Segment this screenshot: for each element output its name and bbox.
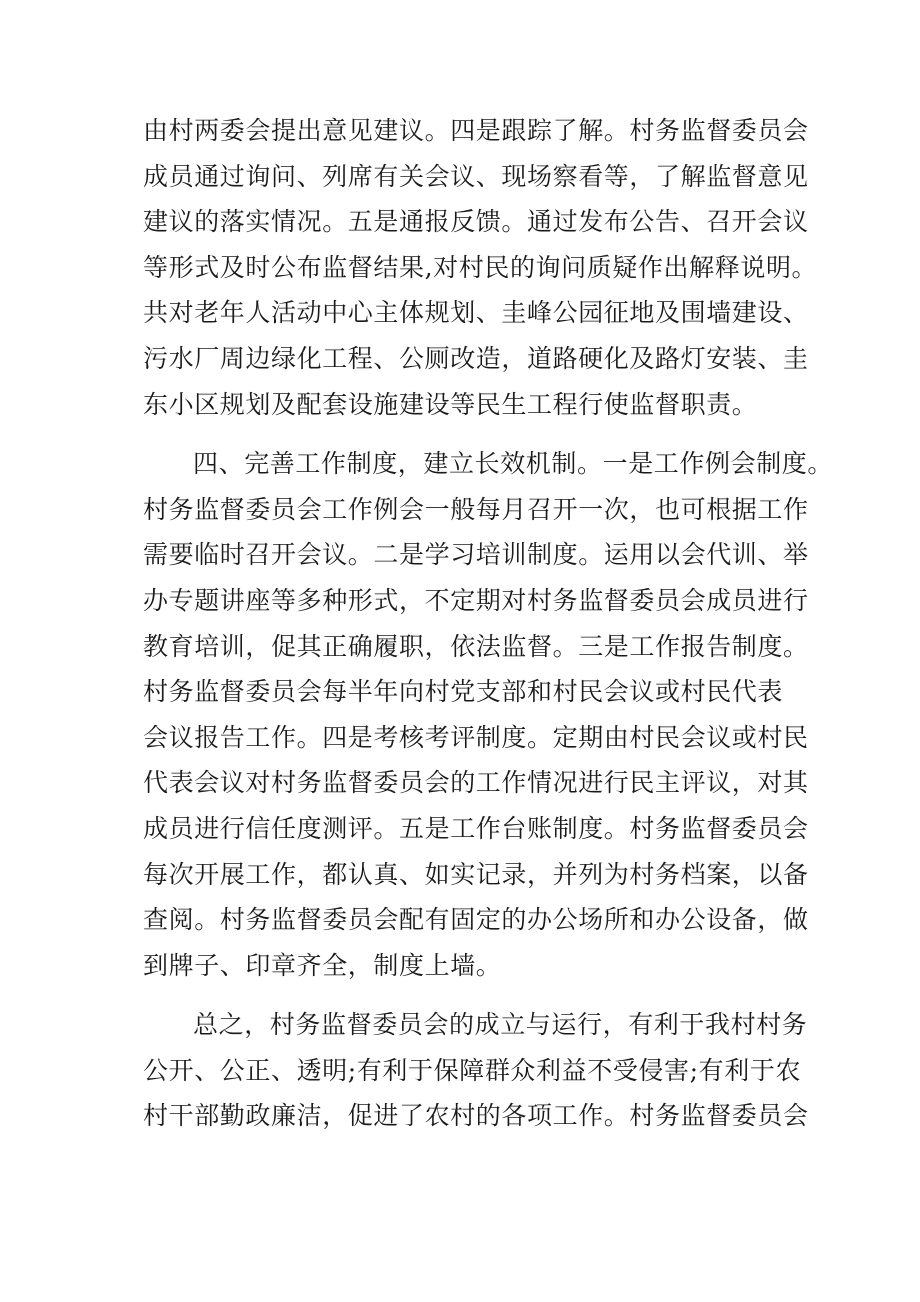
text-line: 查阅。村务监督委员会配有固定的办公场所和办公设备，做 — [143, 905, 809, 935]
text-line: 成员通过询问、列席有关会议、现场察看等，了解监督意见 — [143, 161, 809, 191]
text-line: 村务监督委员会每半年向村党支部和村民会议或村民代表 — [143, 677, 784, 707]
text-line: 到牌子、印章齐全，制度上墙。 — [143, 950, 502, 980]
text-line: 需要临时召开会议。二是学习培训制度。运用以会代训、举 — [143, 540, 809, 570]
text-line: 会议报告工作。四是考核考评制度。定期由村民会议或村民 — [143, 722, 809, 752]
text-line: 建议的落实情况。五是通报反馈。通过发布公告、召开会议 — [143, 207, 809, 237]
text-line: 污水厂周边绿化工程、公厕改造，道路硬化及路灯安装、圭 — [143, 343, 809, 373]
text-line: 四、完善工作制度，建立长效机制。一是工作例会制度。 — [193, 449, 834, 479]
text-line: 共对老年人活动中心主体规划、圭峰公园征地及围墙建设、 — [143, 298, 809, 328]
text-line: 每次开展工作，都认真、如实记录，并列为村务档案，以备 — [143, 859, 809, 889]
text-line: 总之，村务监督委员会的成立与运行，有利于我村村务 — [193, 1010, 808, 1040]
text-line: 代表会议对村务监督委员会的工作情况进行民主评议，对其 — [143, 768, 809, 798]
paragraph-1 — [143, 108, 818, 427]
paragraph-3 — [143, 1002, 809, 1139]
text-line: 村干部勤政廉洁，促进了农村的各项工作。村务监督委员会 — [143, 1101, 809, 1131]
text-line: 由村两委会提出意见建议。四是跟踪了解。村务监督委员会 — [143, 116, 809, 145]
text-line: 等形式及时公布监督结果,对村民的询问质疑作出解释说明。 — [143, 252, 818, 282]
text-line: 公开、公正、透明;有利于保障群众利益不受侵害;有利于农 — [143, 1055, 802, 1085]
paragraph-2 — [143, 441, 834, 988]
text-line: 教育培训，促其正确履职，依法监督。三是工作报告制度。 — [143, 631, 809, 661]
text-line: 成员进行信任度测评。五是工作台账制度。村务监督委员会 — [143, 813, 809, 843]
document-body — [143, 108, 834, 1139]
text-line: 村务监督委员会工作例会一般每月召开一次，也可根据工作 — [143, 494, 809, 524]
text-line: 东小区规划及配套设施建设等民生工程行使监督职责。 — [143, 389, 758, 419]
text-line: 办专题讲座等多种形式，不定期对村务监督委员会成员进行 — [143, 585, 809, 615]
